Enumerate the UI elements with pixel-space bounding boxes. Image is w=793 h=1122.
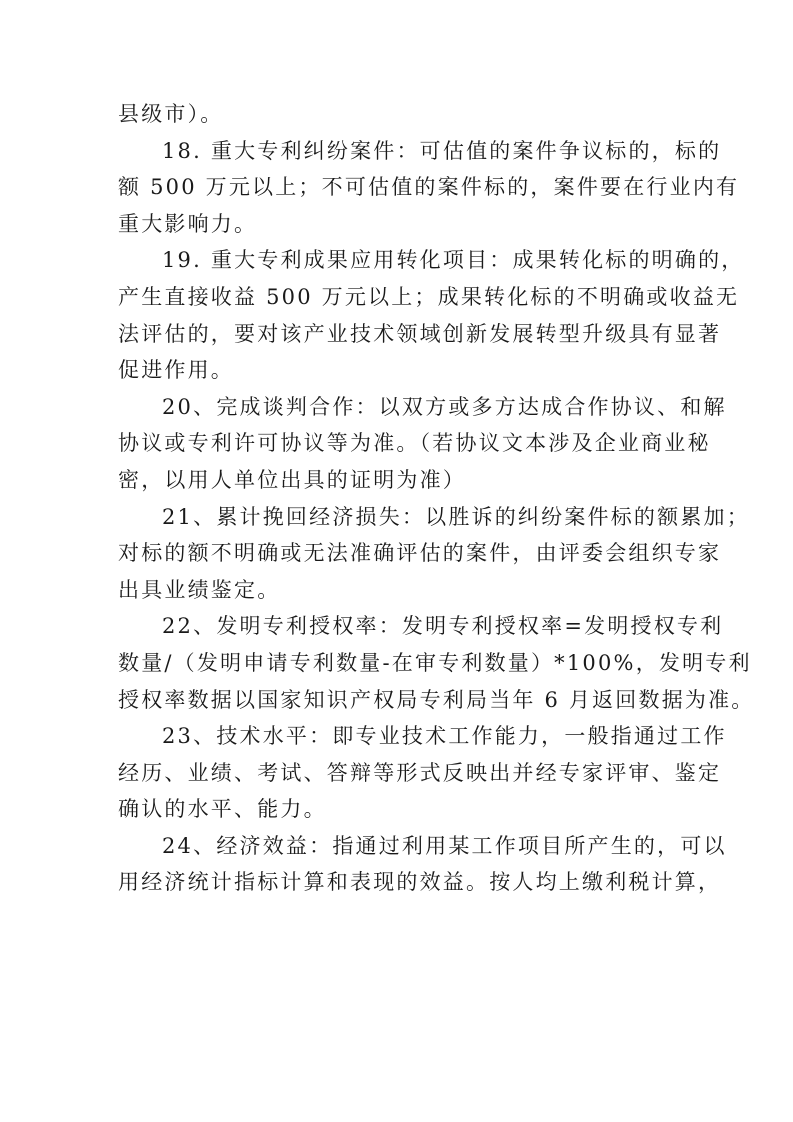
text-line: 数量/（发明申请专利数量-在审专利数量）*100%，发明专利 [118,650,752,675]
paragraph-item-19 [118,242,745,388]
text-line: 18. 重大专利纠纷案件：可估值的案件争议标的，标的 [162,138,722,163]
text-line: 法评估的，要对该产业技术领域创新发展转型升级具有显著 [118,321,722,346]
text-line: 确认的水平、能力。 [118,797,327,822]
text-line: 协议或专利许可协议等为准。（若协议文本涉及企业商业秘 [118,431,711,456]
text-line: 密，以用人单位出具的证明为准） [118,467,466,492]
text-line: 经历、业绩、考试、答辩等形式反映出并经专家评审、鉴定 [118,760,722,785]
text-line: 24、经济效益：指通过利用某工作项目所产生的，可以 [162,833,727,858]
text-line: 出具业绩鉴定。 [118,577,281,602]
paragraph-continuation [118,96,678,133]
text-line: 县级市）。 [118,102,224,126]
paragraph-item-24 [118,828,727,901]
text-line: 用经济统计指标计算和表现的效益。按人均上缴利税计算， [118,870,722,895]
paragraph-item-22 [118,608,755,718]
text-line: 22、发明专利授权率：发明专利授权率=发明授权专利 [162,614,724,639]
paragraph-item-23 [118,718,727,828]
text-line: 19. 重大专利成果应用转化项目：成果转化标的明确的， [162,248,745,273]
paragraph-item-18 [118,133,740,243]
text-line: 21、累计挽回经济损失：以胜诉的纠纷案件标的额累加； [162,504,750,529]
document-body [118,96,755,901]
text-line: 20、完成谈判合作：以双方或多方达成合作协议、和解 [162,394,727,419]
text-line: 额 500 万元以上；不可估值的案件标的，案件要在行业内有 [118,175,740,200]
text-line: 23、技术水平：即专业技术工作能力，一般指通过工作 [162,724,727,749]
text-line: 产生直接收益 500 万元以上；成果转化标的不明确或收益无 [118,284,740,309]
text-line: 促进作用。 [118,358,234,383]
paragraph-item-20 [118,389,727,499]
text-line: 授权率数据以国家知识产权局专利局当年 6 月返回数据为准。 [118,687,755,712]
paragraph-item-21 [118,499,750,609]
text-line: 对标的额不明确或无法准确评估的案件，由评委会组织专家 [118,541,722,566]
text-line: 重大影响力。 [118,211,258,236]
